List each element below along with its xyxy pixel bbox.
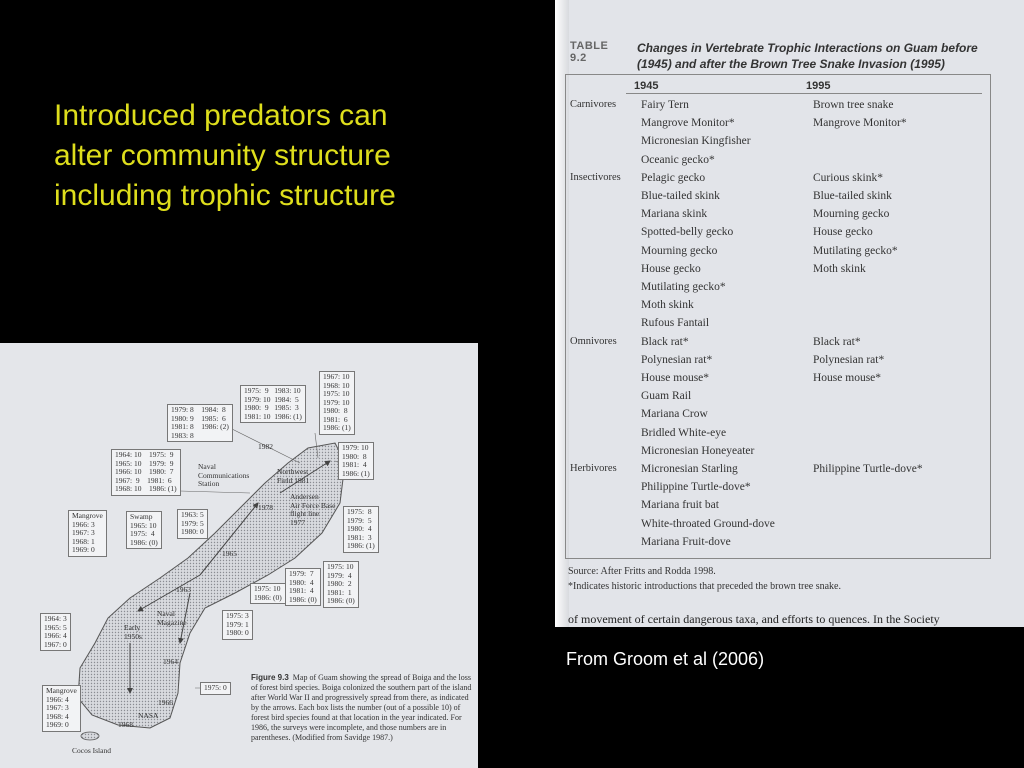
survey-box: 1979: 8 1984: 8 1980: 9 1985: 6 1981: 8 1986: (2) 1983: 8 [167, 404, 233, 442]
survey-box: 1967: 10 1968: 10 1975: 10 1979: 10 1980: 8 1981: 6 1986: (1) [319, 371, 355, 435]
table-row [566, 518, 990, 536]
year-label: 1963 [176, 585, 191, 594]
cell-1995: Mutilating gecko* [813, 244, 898, 257]
year-label: 1966 [158, 698, 173, 707]
survey-box: 1975: 8 1979: 5 1980: 4 1981: 3 1986: (1) [343, 506, 379, 553]
cell-1995: House mouse* [813, 372, 882, 384]
year-label: 1982 [258, 442, 273, 451]
title-line: alter community structure [54, 139, 391, 172]
table-header [626, 79, 982, 94]
table-row [566, 172, 990, 190]
cut-off-text: of movement of certain dangerous taxa, and efforts to quences. In the Society [568, 612, 940, 626]
slide-title [54, 96, 494, 216]
col-header-1995: 1995 [806, 80, 831, 92]
survey-box: 1964: 3 1965: 5 1966: 4 1967: 0 [40, 613, 71, 651]
survey-box: 1975: 0 [200, 682, 231, 695]
place-label: Andersen Air Force Base flight line 1977 [290, 492, 336, 527]
table-row [566, 117, 990, 135]
table-row [566, 299, 990, 317]
table-row [566, 354, 990, 372]
place-label: Cocos Island [72, 746, 111, 755]
cell-1995: Mourning gecko [813, 208, 890, 221]
cell-1945: Mutilating gecko* [641, 281, 726, 293]
table-row [566, 245, 990, 263]
map-scan-image [0, 343, 478, 768]
year-label: 1978 [258, 503, 273, 512]
source-credit: From Groom et al (2006) [566, 649, 765, 669]
trophic-group: Insectivores [570, 171, 621, 183]
cell-1945: Mariana Fruit-dove [641, 535, 731, 548]
table-row [566, 372, 990, 390]
col-header-1945: 1945 [634, 80, 659, 92]
place-label: Early 1950s [124, 623, 142, 641]
figure-caption [251, 673, 473, 743]
table-row [566, 481, 990, 499]
table-row [566, 208, 990, 226]
cell-1945: Black rat* [641, 335, 689, 348]
table-label: TABLE 9.2 [570, 40, 609, 64]
trophic-table [565, 74, 991, 559]
year-label: 1968 [118, 720, 133, 729]
cell-1995: Mangrove Monitor* [813, 117, 907, 130]
cell-1995: House gecko [813, 226, 873, 239]
title-line: including trophic structure [54, 179, 396, 212]
table-row [566, 154, 990, 172]
survey-box: 1964: 10 1975: 9 1965: 10 1979: 9 1966: 10 1980: 7 1967: 9 1981: 6 1968: 10 1986: (1) [111, 449, 181, 496]
survey-box: Mangrove 1966: 4 1967: 3 1968: 4 1969: 0 [42, 685, 81, 732]
cell-1945: White-throated Ground-dove [641, 517, 775, 530]
table-row [566, 463, 990, 481]
survey-box: 1979: 10 1980: 8 1981: 4 1986: (1) [338, 442, 374, 480]
cell-1995: Curious skink* [813, 171, 883, 184]
survey-box: 1975: 3 1979: 1 1980: 0 [222, 610, 253, 640]
figure-label: Figure 9.3 [251, 673, 289, 682]
table-row [566, 226, 990, 244]
title-line: Introduced predators can [54, 99, 388, 132]
place-label: Northwest Field 1981 [277, 467, 310, 485]
table-row [566, 427, 990, 445]
survey-box: 1975: 9 1983: 10 1979: 10 1984: 5 1980: 9 1985: 3 1981: 10 1986: (1) [240, 385, 306, 423]
cell-1945: Philippine Turtle-dove* [641, 481, 751, 494]
cocos-island-shape [81, 732, 99, 740]
cell-1995: Blue-tailed skink [813, 190, 892, 202]
cell-1945: Bridled White-eye [641, 426, 727, 439]
cell-1995: Brown tree snake [813, 99, 894, 111]
cell-1945: Spotted-belly gecko [641, 226, 734, 239]
table-row [566, 408, 990, 426]
survey-box: Swamp 1965: 10 1975: 4 1986: (0) [126, 511, 162, 549]
survey-box: 1975: 10 1979: 4 1980: 2 1981: 1 1986: (0) [323, 561, 359, 608]
table-row [566, 263, 990, 281]
cell-1945: Mourning gecko [641, 244, 718, 257]
year-label: 1964 [163, 657, 178, 666]
trophic-group: Herbivores [570, 463, 617, 474]
place-label: Naval Magazine [157, 609, 187, 627]
cell-1945: Micronesian Starling [641, 463, 738, 475]
cell-1995: Polynesian rat* [813, 353, 885, 366]
table-row [566, 317, 990, 335]
cell-1945: Blue-tailed skink [641, 190, 720, 202]
cell-1995: Moth skink [813, 262, 866, 275]
cell-1945: Mariana fruit bat [641, 499, 719, 512]
cell-1945: Polynesian rat* [641, 353, 713, 366]
cell-1945: Mangrove Monitor* [641, 117, 735, 130]
year-label: 1965 [222, 549, 237, 558]
table-row [566, 281, 990, 299]
survey-box: Mangrove 1966: 3 1967: 3 1968: 1 1969: 0 [68, 510, 107, 557]
cell-1945: Fairy Tern [641, 99, 689, 111]
survey-box: 1975: 10 1986: (0) [250, 583, 286, 604]
cell-1945: Pelagic gecko [641, 171, 706, 184]
cell-1995: Philippine Turtle-dove* [813, 463, 923, 475]
cell-1945: Mariana skink [641, 208, 708, 221]
trophic-group: Omnivores [570, 335, 617, 347]
table-footnotes [568, 564, 940, 626]
survey-box: 1979: 7 1980: 4 1981: 4 1986: (0) [285, 568, 321, 606]
cell-1945: Moth skink [641, 299, 694, 312]
cell-1945: Micronesian Honeyeater [641, 444, 755, 457]
cell-1945: Oceanic gecko* [641, 153, 715, 166]
table-source: Source: After Fritts and Rodda 1998. [568, 566, 716, 577]
table-row [566, 336, 990, 354]
cell-1945: Mariana Crow [641, 408, 708, 421]
survey-box: 1963: 5 1979: 5 1980: 0 [177, 509, 208, 539]
cell-1995: Black rat* [813, 335, 861, 348]
table-row [566, 536, 990, 554]
table-row [566, 135, 990, 153]
cell-1945: Guam Rail [641, 390, 692, 403]
cell-1945: House gecko [641, 262, 701, 275]
table-row [566, 190, 990, 208]
table-row [566, 99, 990, 117]
cell-1945: House mouse* [641, 372, 710, 384]
figure-caption-text: Map of Guam showing the spread of Boiga and the loss of forest bird species. Boiga colonized the southern part of the island after World War II and progressively spread from there, as indicated by the arrows. Each box lists the number (out of a possible 10) of forest bird species found at that location in the year indicated. For 1986, the surveys were incomplete, and those numbers are in parentheses. (Modified from Savidge 1987.) [251, 673, 472, 742]
table-note: *Indicates historic introductions that preceded the brown tree snake. [568, 581, 841, 592]
table-scan-image [555, 0, 1024, 627]
cell-1945: Micronesian Kingfisher [641, 135, 751, 148]
place-label: NASA [138, 711, 159, 720]
place-label: Naval Communications Station [198, 462, 250, 488]
table-caption: Changes in Vertebrate Trophic Interactions on Guam before (1945) and after the Brown Tree Snake Invasion (1995) [637, 41, 978, 71]
table-row [566, 390, 990, 408]
table-row [566, 445, 990, 463]
table-row [566, 499, 990, 517]
cell-1945: Rufous Fantail [641, 317, 710, 330]
trophic-group: Carnivores [570, 99, 617, 110]
